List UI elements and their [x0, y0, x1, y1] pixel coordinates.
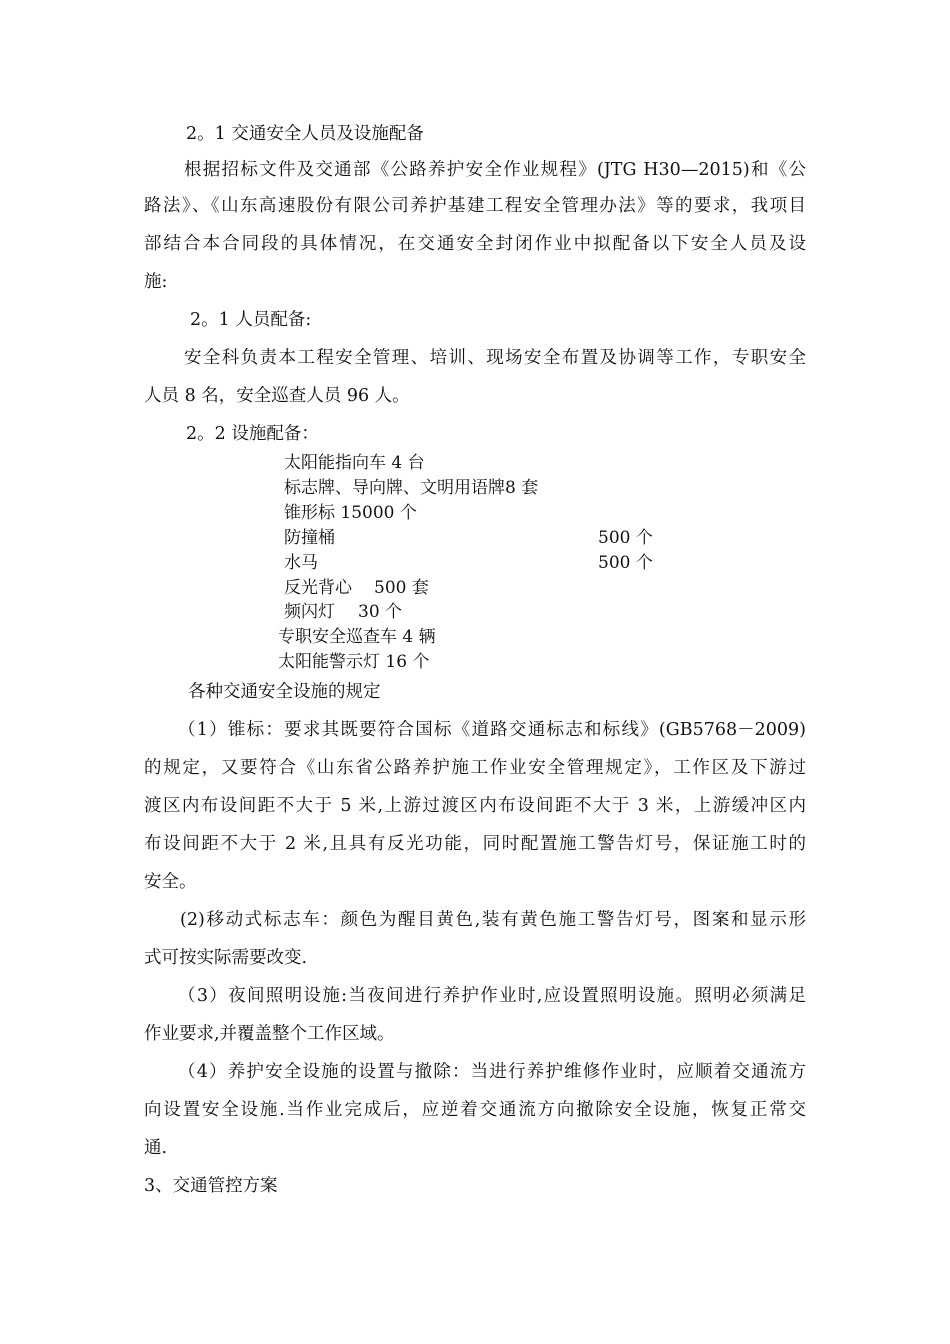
regulation-line: （3）夜间照明设施:当夜间进行养护作业时,应设置照明设施。照明必须满足 — [178, 986, 806, 1006]
regulation-line: 通. — [144, 1138, 168, 1158]
regulation-line: 的规定，又要符合《山东省公路养护施工作业安全管理规定》，工作区及下游过 — [144, 758, 806, 778]
regulation-line: 向设置安全设施.当作业完成后，应逆着交通流方向撤除安全设施，恢复正常交 — [144, 1100, 806, 1120]
facility-item-name: 锥形标 15000 个 — [284, 503, 417, 523]
regulation-line: （1）锥标：要求其既要符合国标《道路交通标志和标线》(GB5768－2009) — [178, 720, 806, 740]
intro-line-3: 部结合本合同段的具体情况，在交通安全封闭作业中拟配备以下安全人员及设 — [144, 234, 806, 254]
intro-line-1: 根据招标文件及交通部《公路养护安全作业规程》(JTG H30—2015)和《公 — [184, 160, 806, 180]
facilities-heading: 2。2 设施配备： — [186, 424, 319, 444]
regulation-line: 安全。 — [144, 872, 197, 892]
facility-item-name: 反光背心 — [284, 578, 352, 598]
facility-item-name: 太阳能警示灯 16 个 — [278, 652, 430, 672]
section-3-heading: 3、交通管控方案 — [144, 1176, 278, 1196]
regulation-line: （4）养护安全设施的设置与撤除：当进行养护维修作业时，应顺着交通流方 — [178, 1062, 806, 1082]
facility-item-name: 水马 — [284, 553, 318, 573]
facility-item-name: 标志牌、导向牌、文明用语牌8 套 — [284, 478, 539, 498]
personnel-heading: 2。1 人员配备: — [190, 310, 312, 330]
intro-line-2: 路法》、《山东高速股份有限公司养护基建工程安全管理办法》等的要求，我项目 — [144, 196, 806, 216]
regulation-line: 布设间距不大于 2 米,且具有反光功能，同时配置施工警告灯号，保证施工时的 — [144, 834, 806, 854]
regulation-line: 作业要求,并覆盖整个工作区域。 — [144, 1024, 395, 1044]
facility-item-name: 太阳能指向车 4 台 — [284, 453, 425, 473]
regulations-heading: 各种交通安全设施的规定 — [188, 682, 381, 702]
facility-item-name: 频闪灯 — [284, 602, 335, 622]
section-heading: 2。1 交通安全人员及设施配备 — [186, 124, 424, 144]
personnel-line-2: 人员 8 名，安全巡查人员 96 人。 — [144, 386, 410, 406]
intro-line-4: 施: — [144, 272, 168, 292]
facility-item-qty: 500 个 — [598, 528, 653, 548]
facility-item-name: 防撞桶 — [284, 528, 335, 548]
facility-item-qty: 500 套 — [374, 578, 429, 598]
regulation-line: (2)移动式标志车：颜色为醒目黄色,装有黄色施工警告灯号，图案和显示形 — [180, 910, 806, 930]
personnel-line-1: 安全科负责本工程安全管理、培训、现场安全布置及协调等工作，专职安全 — [184, 348, 806, 368]
facility-item-qty: 30 个 — [358, 602, 403, 622]
facility-item-qty: 500 个 — [598, 553, 653, 573]
regulation-line: 式可按实际需要改变. — [144, 948, 308, 968]
regulation-line: 渡区内布设间距不大于 5 米,上游过渡区内布设间距不大于 3 米，上游缓冲区内 — [144, 796, 806, 816]
facility-item-name: 专职安全巡查车 4 辆 — [278, 627, 436, 647]
